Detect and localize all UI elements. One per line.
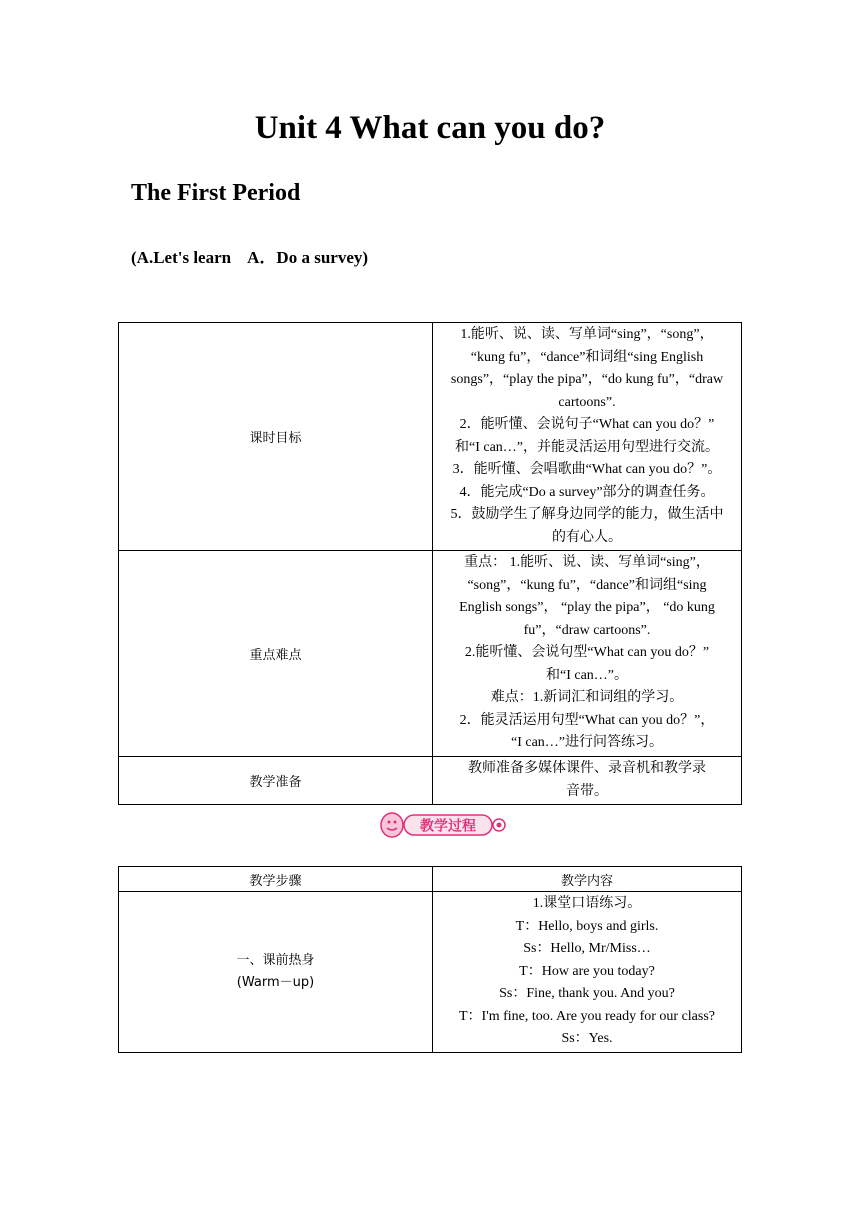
content-line: 难点：1.新词汇和词组的学习。 (490, 690, 684, 706)
content-line: Ss：Fine, thank you. And you? (499, 986, 675, 1002)
content-line: cartoons”. (558, 394, 616, 410)
logo-text: 教学过程 (420, 818, 476, 835)
content-line: 2.能听懂、会说句型“What can you do？” (464, 645, 710, 661)
unit-title: Unit 4 What can you do? (254, 110, 606, 146)
content-line: 教师准备多媒体课件、录音机和教学录 (468, 761, 706, 776)
content-line: 音带。 (566, 783, 608, 799)
key-points-content (433, 551, 742, 757)
key-points-label: 重点难点 (119, 551, 433, 757)
table-row (119, 892, 742, 1053)
content-line: T：How are you today? (519, 963, 655, 979)
preparation-label: 教学准备 (119, 757, 433, 805)
content-line: 的有心人。 (552, 529, 622, 545)
header-content: 教学内容 (433, 867, 742, 892)
table-row (119, 323, 742, 551)
header-steps: 教学步骤 (119, 867, 433, 892)
content-line: Ss：Hello, Mr/Miss… (523, 941, 651, 957)
content-line: 3．能听懂、会唱歌曲“What can you do？”。 (452, 462, 722, 477)
teaching-process-logo (378, 810, 508, 840)
period-heading: The First Period (131, 180, 301, 206)
content-line: Ss：Yes. (561, 1031, 613, 1047)
content-line: fu”，“draw cartoons”. (523, 622, 651, 638)
content-line: 1.能听、说、读、写单词“sing”，“song”， (460, 327, 714, 342)
preparation-content (433, 757, 742, 805)
content-line: 5．鼓励学生了解身边同学的能力，做生活中 (450, 507, 724, 522)
content-line: songs”，“play the pipa”，“do kung fu”，“draw (450, 372, 724, 387)
content-line: 1.课堂口语练习。 (532, 896, 642, 912)
content-line: 和“I can…”，并能灵活运用句型进行交流。 (454, 439, 720, 455)
content-line: 和“I can…”。 (545, 667, 629, 683)
content-line: T：I'm fine, too. Are you ready for our class? (459, 1008, 715, 1024)
table-row (119, 757, 742, 805)
content-line: 4．能完成“Do a survey”部分的调查任务。 (459, 484, 715, 500)
warm-up-label: 一、课前热身 (236, 953, 315, 968)
cartoon-figure-icon (381, 813, 403, 837)
objectives-content (433, 323, 742, 551)
table-row (119, 551, 742, 757)
lesson-info-table (118, 322, 742, 805)
warm-up-content (433, 892, 742, 1053)
content-line: 重点： 1.能听、说、读、写单词“sing”， (464, 555, 710, 571)
table-header-row (119, 867, 742, 892)
content-line: “I can…”进行问答练习。 (510, 735, 664, 751)
warm-up-step (119, 892, 433, 1053)
content-line: 2．能灵活运用句型“What can you do？”， (459, 712, 715, 728)
content-line: “song”，“kung fu”，“dance”和词组“sing (467, 577, 707, 593)
content-line: T：Hello, boys and girls. (515, 918, 659, 934)
lesson-subtitle: (A.Let's learn A．Do a survey) (131, 248, 369, 267)
content-line: 2．能听懂、会说句子“What can you do？” (459, 417, 715, 432)
content-line: English songs”， “play the pipa”， “do kung (459, 600, 715, 616)
warm-up-sublabel: (Warm－up) (236, 975, 315, 990)
content-line: “kung fu”，“dance”和词组“sing English (470, 349, 704, 365)
objectives-label: 课时目标 (119, 323, 433, 551)
teaching-process-table (118, 866, 742, 1053)
